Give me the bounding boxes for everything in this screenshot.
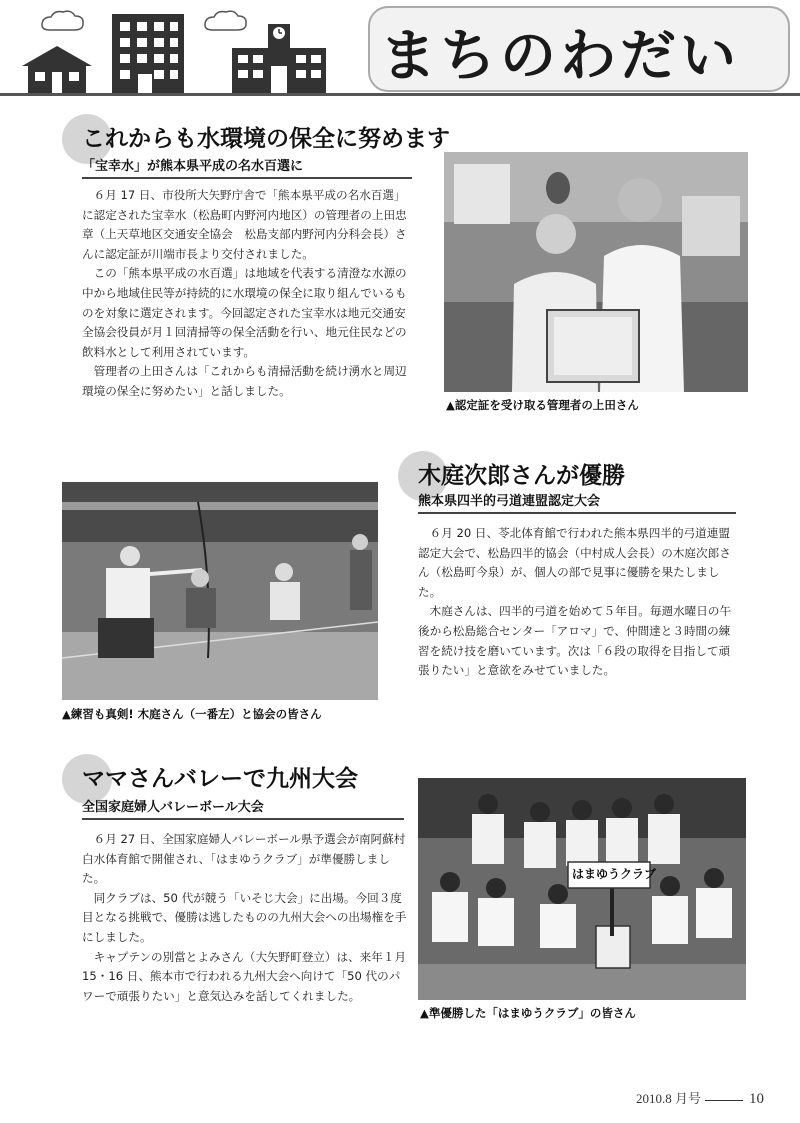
- article-body: [418, 524, 738, 681]
- photo-volleyball-team: [418, 778, 746, 1000]
- article-headline: これからも水環境の保全に努めます: [82, 126, 450, 152]
- paragraph: ６月 20 日、苓北体育館で行われた熊本県四半的弓道連盟認定大会で、松島四半的協会（中村成人会長）の木庭次郎さん（松島町今泉）が、個人の部で見事に優勝を果たしました。: [418, 526, 731, 599]
- article-subheading: 熊本県四半的弓道連盟認定大会: [418, 490, 736, 514]
- paragraph: 木庭さんは、四半的弓道を始めて５年目。毎週水曜日の午後から松島総合センター「アロマ」で、仲間達と３時間の練習を続け技を磨いています。次は「６段の取得を目指して頑張りたい」と意欲をみせていました。: [418, 604, 732, 678]
- photo-caption: ▲準優勝した「はまゆうクラブ」の皆さん: [420, 1006, 636, 1020]
- paragraph: ６月 17 日、市役所大矢野庁舎で「熊本県平成の名水百選」に認定された宝幸水（松島町内野河内地区）の管理者の上田忠章（上天草地区交通安全協会 松島支部内野河内分科会長）さんに認定証が川端市長より交付されました。: [82, 188, 407, 261]
- page-footer: [636, 1088, 764, 1108]
- photo-certificate-presentation: [444, 152, 748, 392]
- office-building-icon: [112, 14, 184, 94]
- page-title: まちのわだい: [380, 24, 740, 89]
- page-number: 10: [749, 1091, 765, 1107]
- town-illustration: [0, 0, 370, 96]
- paragraph: この「熊本県平成の水百選」は地域を代表する清澄な水源の中から地域住民等が持続的に水環境の保全に取り組んでいるものを対象に選定されます。今回認定された宝幸水は地元交通安全協会役員が月１回清掃等の保全活動を行い、地元住民などの飲料水として利用されています。: [82, 266, 407, 359]
- photo-caption: ▲認定証を受け取る管理者の上田さん: [446, 398, 639, 412]
- article-subheading: 「宝幸水」が熊本県平成の名水百選に: [82, 155, 412, 179]
- article-headline: 木庭次郎さんが優勝: [418, 463, 625, 489]
- school-building-icon: [232, 24, 326, 94]
- article-body: [82, 186, 416, 402]
- article-headline: ママさんバレーで九州大会: [82, 766, 358, 792]
- footer-rule: [705, 1100, 743, 1101]
- header-divider: [0, 93, 800, 96]
- paragraph: ６月 27 日、全国家庭婦人バレーボール県予選会が南阿蘇村白水体育館で開催され、「はまゆうクラブ」が準優勝しました。: [82, 832, 406, 886]
- photo-caption: ▲練習も真剣! 木庭さん（一番左）と協会の皆さん: [62, 707, 322, 721]
- house-icon: [22, 46, 92, 94]
- paragraph: 同クラブは、50 代が競う「いそじ大会」に出場。今回３度目となる挑戦で、優勝は逃したものの九州大会への出場権を手にしました。: [82, 890, 407, 944]
- cloud-icon: [42, 11, 83, 30]
- paragraph: キャプテンの別當とよみさん（大矢野町登立）は、来年１月 15・16 日、熊本市で行われる九州大会へ向けて「50 代のパワーで頑張りたい」と意気込みを話してくれました。: [82, 949, 407, 1003]
- cloud-icon: [205, 11, 246, 30]
- issue-label: 2010.8 月号: [636, 1091, 702, 1106]
- team-banner-label: はまゆうクラブ: [572, 867, 657, 881]
- paragraph: 管理者の上田さんは「これからも清掃活動を続け湧水と周辺環境の保全に努めたい」と話しました。: [82, 364, 407, 398]
- article-subheading: 全国家庭婦人バレーボール大会: [82, 796, 404, 820]
- photo-archery-practice: [62, 482, 378, 700]
- article-body: [82, 830, 408, 1006]
